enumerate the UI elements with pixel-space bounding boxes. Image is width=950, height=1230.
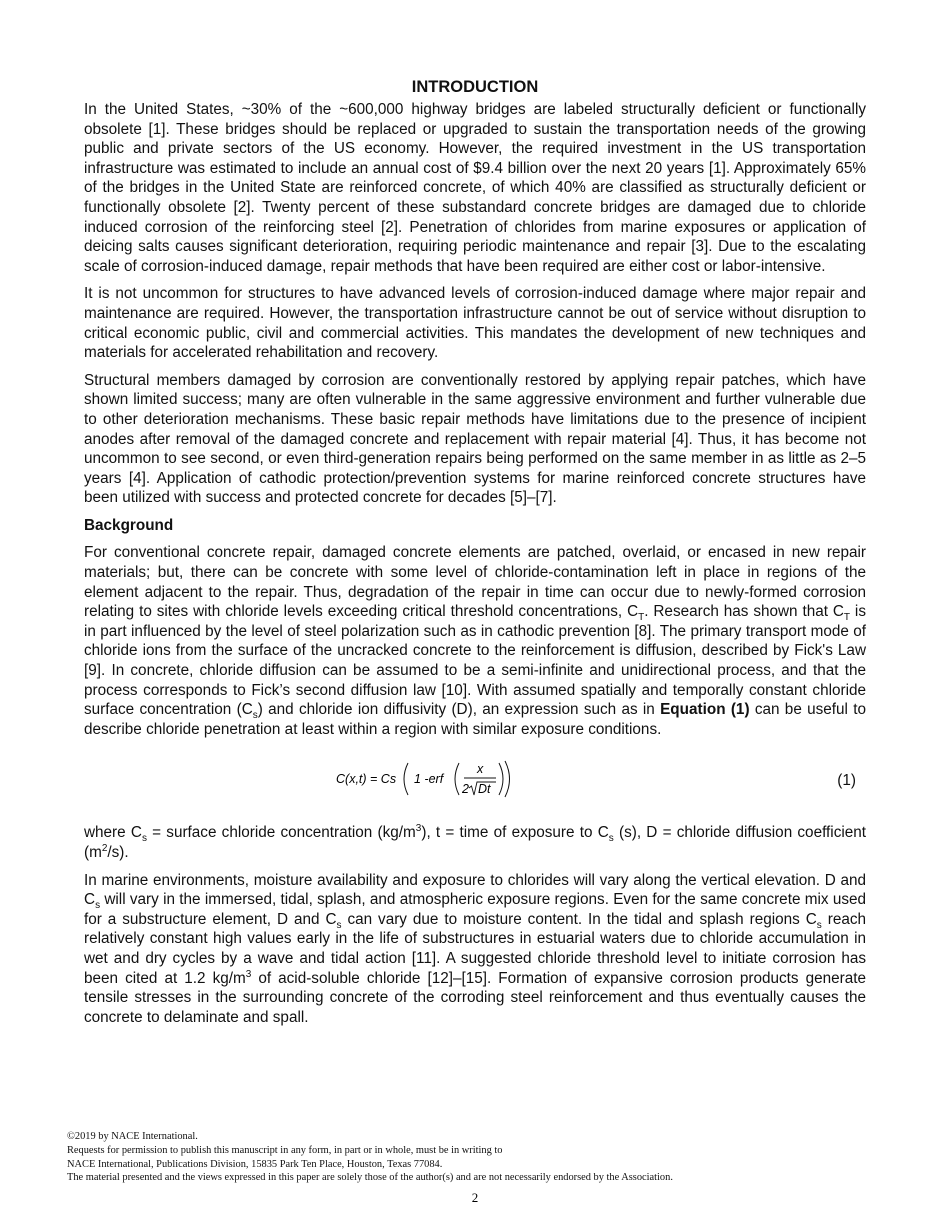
footer-copyright: ©2019 by NACE International. [67,1131,198,1142]
equation-numerator: x [477,762,484,777]
section-heading-introduction: INTRODUCTION [411,78,539,96]
equation-lhs: C(x,t) = Cs [336,772,397,787]
intro-paragraph-1: In the United States, ~30% of the ~600,000 highway bridges are labeled structurally deficient or functionally obsolete [1]. These bridges should be replaced or upgraded to sustain the transportation needs of the growing public and private sectors of the US economy. However, the required investment in the US transportation infrastructure was estimated to include an annual cost of $9.4 billion over the next 20 years [1]. Approximately 65% of the bridges in the United State are reinforced concrete, of which 40% are classified as structurally deficient or functionally obsolete [2]. Twenty percent of these substandard concrete bridges are damaged due to chloride induced corrosion of the reinforcing steel [2]. Penetration of chlorides from marine exposures or application of deicing salts causes significant deterioration, requiring periodic maintenance and repair [3]. Due to the escalating scale of corrosion-induced damage, repair methods that have been required are either cost or labor-intensive. [84,101,866,275]
footer-disclaimer: The material presented and the views expressed in this paper are solely those of the author(s) and are not necessarily endorsed by the Association. [67,1172,673,1184]
background-paragraph-2: In marine environments, moisture availability and exposure to chlorides will vary along the vertical elevation. D and $C_s$ will vary in the immersed, tidal, splash, and atmospheric exposure regions. Even for the same concrete mix used for a substructure element, D and $C_s$ can vary due to moisture content. In the tidal and splash regions $C_s$ reach relatively constant high values early in the life of substructures in estuarial waters due to chloride accumulation in wet and dry cycles by a wave and tidal action [11]. A suggested chloride threshold level to initiate corrosion has been cited at 1.2 $kg/m^3$ of acid-soluble chloride [12]–[15]. Formation of expansive corrosion products generate tensile stresses in the surrounding concrete of the corroding steel reinforcement and thus eventually causes the concrete to delaminate and spall. [84,871,866,1026]
footer-permission: Requests for permission to publish this manuscript in any form, in part or in whole, must be in writing to [67,1144,503,1156]
page-body [84,76,866,1035]
background-paragraph-1: For conventional concrete repair, damaged concrete elements are patched, overlaid, or encased in new repair materials; but, there can be concrete with some level of chloride-contamination left in place in regions of the element adjacent to the repair. Thus, degradation of the repair in time can occur due to newly-formed corrosion relating to sites with chloride levels exceeding critical threshold concentrations, $C_T$. Research has shown that $C_T$ is in part influenced by the level of steel polarization such as in cathodic prevention [8]. The primary transport mode of chloride ions from the surface of the uncracked concrete to the reinforcement is diffusion, described by Fick's Law [9]. In concrete, chloride diffusion can be assumed to be a semi-infinite and unidirectional process, and that the process corresponds to Fick’s second diffusion law [10]. With assumed spatially and temporally constant chloride surface concentration $(C_s)$ and chloride ion diffusivity (D), an expression such as in Equation (1) can be useful to describe chloride penetration at least within a region with similar exposure conditions. [84,544,866,738]
page-number: 2 [471,1190,479,1205]
copyright-footer [67,1130,887,1185]
equation-reference: Equation (1) [660,701,750,719]
subsection-heading-background: Background [84,516,174,534]
equation-denominator-two: 2 [462,782,469,797]
equation-one-erf: 1 -erf [414,772,444,787]
intro-paragraph-3: Structural members damaged by corrosion are conventionally restored by applying repair patches, which have shown limited success; many are often vulnerable in the same aggressive environment and further vulnerable due to other deterioration mechanisms. These basic repair methods have limitations due to the presence of incipient anodes after removal of the damaged concrete and replacement with repair material [4]. Thus, it has become not uncommon to see second, or even third-generation repairs being performed on the same member in as little as 2–5 years [4]. Application of cathodic protection/prevention systems for marine reinforced concrete structures have been utilized with success and protected concrete for decades [5]–[7]. [84,371,866,507]
equation-number: (1) [837,772,856,790]
footer-address: NACE International, Publications Division, 15835 Park Ten Place, Houston, Texas 77084. [67,1158,443,1170]
equation-formula [336,757,521,801]
intro-paragraph-2: It is not uncommon for structures to have advanced levels of corrosion-induced damage where major repair and maintenance are required. However, the transportation infrastructure cannot be out of service without disruption to critical economic public, civil and commercial activities. This mandates the development of new techniques and materials for accelerated rehabilitation and recovery. [84,285,866,362]
equation-variables-description: where $C_s$ = surface chloride concentration $(kg/m^3)$, t = time of exposure to $C_s$ (s), D = chloride diffusion coefficient $(m^2/s)$. [84,823,867,861]
equation-1 [84,755,866,809]
equation-denominator-radicand: Dt [478,782,491,797]
